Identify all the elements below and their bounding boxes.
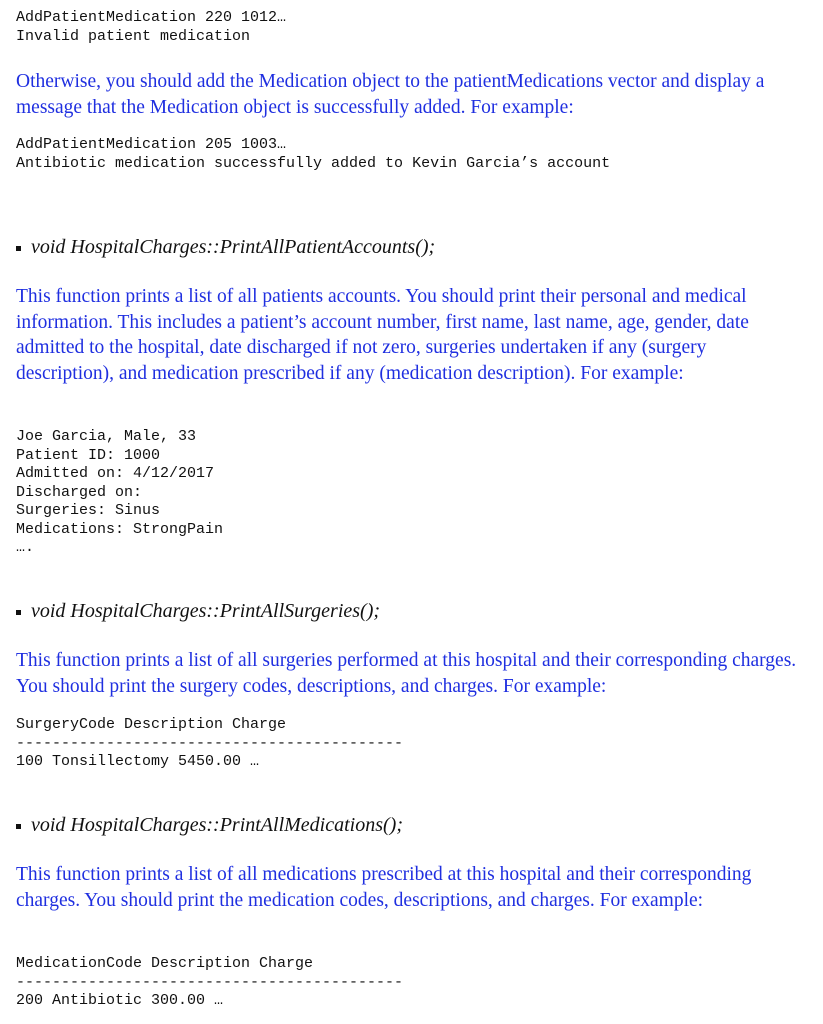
code-line: Discharged on: [16,483,143,501]
print-surgeries-paragraph: This function prints a list of all surgeries performed at this hospital and their corresponding charges. You should print the surgery codes, descriptions, and charges. For example: [16,650,797,697]
code-line: AddPatientMedication 205 1003… [16,136,287,153]
code-divider: ------------------------------------------- [16,734,404,752]
print-accounts-heading [16,236,435,259]
code-line: Patient ID: 1000 [16,446,161,464]
code-line: 100 Tonsillectomy 5450.00 … [16,753,260,770]
code-divider: ------------------------------------------- [16,973,404,991]
code-line: AddPatientMedication 220 1012… [16,9,287,26]
print-accounts-heading-text: void HospitalCharges::PrintAllPatientAccounts(); [31,236,436,258]
print-accounts-paragraph: This function prints a list of all patients accounts. You should print their personal and medical information. This includes a patient’s account number, first name, last name, age, gender, date admitted to the hospital, date discharged if not zero, surgeries undertaken if any (surgery description), and medication prescribed if any (medication description). For example: [16,286,749,384]
bullet-icon [16,246,21,251]
otherwise-paragraph: Otherwise, you should add the Medication object to the patientMedications vector and display a message that the Medication object is successfully added. For example: [16,71,765,118]
print-medications-heading-text: void HospitalCharges::PrintAllMedications(); [31,814,403,836]
print-surgeries-heading-text: void HospitalCharges::PrintAllSurgeries(); [31,600,381,622]
added-medication-example [16,136,610,173]
print-medications-heading [16,814,403,837]
code-line: Joe Garcia, Male, 33 [16,428,197,445]
print-accounts-example [16,428,223,558]
bullet-icon [16,610,21,615]
bullet-icon [16,824,21,829]
code-line: Medications: StrongPain [16,520,224,538]
code-line: Invalid patient medication [16,27,251,45]
code-line: 200 Antibiotic 300.00 … [16,992,224,1009]
code-line: SurgeryCode Description Charge [16,716,287,733]
code-line: Antibiotic medication successfully added to Kevin Garcia’s account [16,154,611,172]
invalid-medication-example [16,9,286,46]
print-medications-paragraph: This function prints a list of all medications prescribed at this hospital and their corresponding charges. You should print the medication codes, descriptions, and charges. For example: [16,864,752,911]
print-medications-example [16,955,403,1011]
print-surgeries-example [16,716,403,772]
code-line: MedicationCode Description Charge [16,955,314,972]
code-line: Admitted on: 4/12/2017 [16,465,215,482]
code-line: …. [16,539,35,556]
print-surgeries-heading [16,600,380,623]
code-line: Surgeries: Sinus [16,502,161,519]
